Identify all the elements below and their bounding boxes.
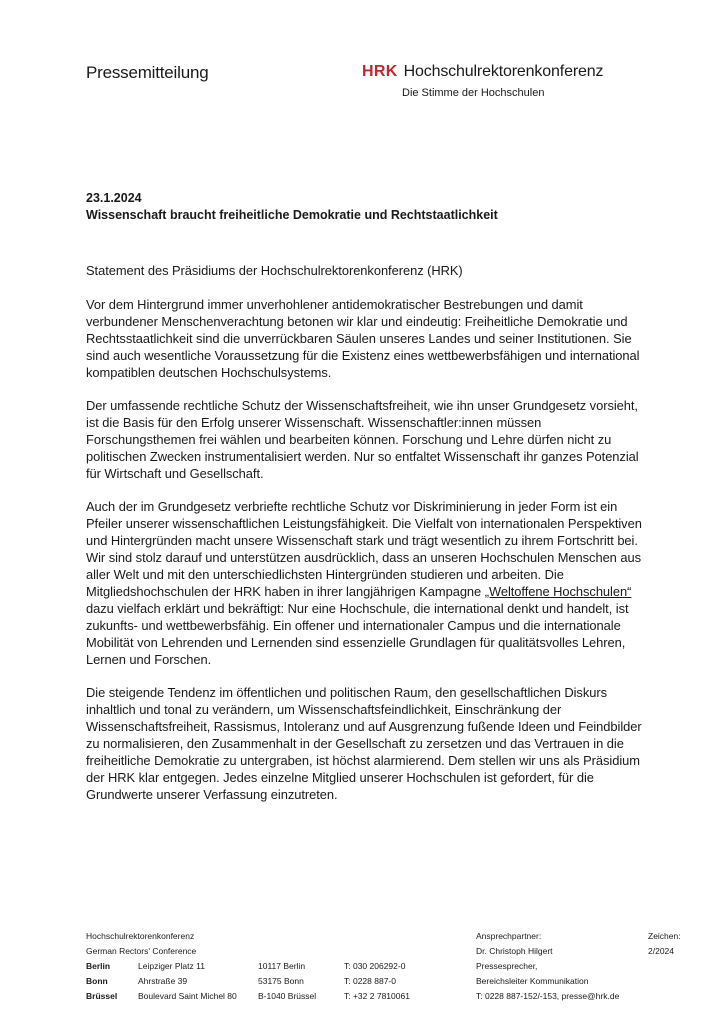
office-address: Boulevard Saint Michel 80 [138, 991, 237, 1001]
paragraph-4: Die steigende Tendenz im öffentlichen und politischen Raum, den gesellschaftlichen Diskurs inhaltlich und tonal zu verändern, um Wissenschaftsfeindlichkeit, Einschränkung der Wissenschaftsfreiheit, Rassismus, Intoleranz und auf Ausgrenzung fußende Ideen und Feindbilder zu normalisieren, den Zusammenhalt in der Gesellschaft zu zersetzen und das Vertrauen in die freiheitliche Demokratie zu untergraben, ist höchst alarmierend. Dem stellen wir uns als Präsidium der HRK klar entgegen. Jedes einzelne Mitglied unserer Hochschulen ist gefordert, für die Grundwerte unserer Verfassung einzutreten. [86, 685, 642, 802]
headline: Wissenschaft braucht freiheitliche Demokratie und Rechtstaatlichkeit [86, 208, 498, 222]
brand-logo [362, 63, 642, 99]
org-name-de: Hochschulrektorenkonferenz [86, 931, 195, 941]
paragraph-3 [86, 498, 646, 668]
footer-phone-column [344, 929, 410, 1004]
paragraph-2: Der umfassende rechtliche Schutz der Wissenschaftsfreiheit, wie ihn unser Grundgesetz vorsieht, ist die Basis für den Erfolg unserer Wissenschaft. Wissenschaftler:innen müssen Forschungsthemen frei wählen und bearbeiten können. Forschung und Lehre dürfen nicht zu politischen Zwecken instrumentalisiert werden. Nur so entfaltet Wissenschaft ihr ganzes Potenzial für Wirtschaft und Gesellschaft. [86, 398, 639, 481]
org-name-en: German Rectors' Conference [86, 946, 197, 956]
reference-label: Zeichen: [648, 931, 681, 941]
office-phone: T: 0228 887-0 [344, 976, 396, 986]
office-postal: 10117 Berlin [258, 961, 306, 971]
footer-postal-column [258, 929, 316, 1004]
office-city: Berlin [86, 961, 111, 971]
release-date: 23.1.2024 [86, 191, 142, 205]
contact-name: Dr. Christoph Hilgert [476, 946, 553, 956]
footer-reference-column [648, 929, 681, 959]
office-address: Ahrstraße 39 [138, 976, 188, 986]
office-phone: T: 030 206292-0 [344, 961, 406, 971]
contact-label: Ansprechpartner: [476, 931, 542, 941]
contact-department: Bereichsleiter Kommunikation [476, 976, 589, 986]
article-body [86, 262, 646, 819]
footer-contact-column [476, 929, 619, 1004]
paragraph-3-end: dazu vielfach erklärt und bekräftigt: Nur eine Hochschule, die international denkt und handelt, ist zukunfts- und wettbewerbsfähig. Ein offener und internationaler Campus und die internationale Mobilität von Lehrenden und Lernenden sind essenzielle Grundlagen für qualitätsvolles Lehren, Lernen und Forschen. [86, 601, 629, 667]
contact-phone-email[interactable]: T: 0228 887-152/-153, presse@hrk.de [476, 991, 620, 1001]
intro-paragraph: Statement des Präsidiums der Hochschulrektorenkonferenz (HRK) [86, 263, 463, 278]
office-postal: B-1040 Brüssel [258, 991, 317, 1001]
office-phone: T: +32 2 7810061 [344, 991, 410, 1001]
reference-number: 2/2024 [648, 946, 674, 956]
document-type: Pressemitteilung [86, 63, 209, 82]
office-city: Bonn [86, 976, 108, 986]
campaign-link[interactable]: „Weltoffene Hochschulen“ [484, 584, 632, 599]
contact-role: Pressesprecher, [476, 961, 538, 971]
office-postal: 53175 Bonn [258, 976, 304, 986]
office-city: Brüssel [86, 991, 118, 1001]
paragraph-3-start: Auch der im Grundgesetz verbriefte rechtliche Schutz vor Diskriminierung in jeder Form ist ein Pfeiler unserer wissenschaftlichen Leistungsfähigkeit. Die Vielfalt von internationalen Perspektiven und Hintergründen macht unsere Wissenschaft stark und trägt wesentlich zu ihrem Fortschritt bei. Wir sind stolz darauf und unterstützen ausdrücklich, dass an unseren Hochschulen Menschen aus aller Welt und mit den unterschiedlichsten Hintergründen studieren und arbeiten. Die Mitgliedshochschulen der HRK haben in ihrer langjährigen Kampagne [86, 499, 642, 599]
brand-name: Hochschulrektorenkonferenz [403, 63, 604, 80]
office-address: Leipziger Platz 11 [138, 961, 205, 971]
brand-tagline: Die Stimme der Hochschulen [402, 87, 545, 99]
paragraph-1: Vor dem Hintergrund immer unverhohlener antidemokratischer Bestrebungen und damit verbundener Menschenverachtung betonen wir klar und eindeutig: Freiheitliche Demokratie und Rechtsstaatlichkeit sind die unverrückbaren Säulen unseres Landes und seiner Institutionen. Sie sind auch wesentliche Voraussetzung für die Existenz eines wettbewerbsfähigen und international kompatiblen deutschen Hochschulsystems. [86, 297, 640, 380]
footer-address-column [138, 929, 237, 1004]
footer [86, 929, 686, 1009]
brand-acronym: HRK [362, 63, 398, 80]
